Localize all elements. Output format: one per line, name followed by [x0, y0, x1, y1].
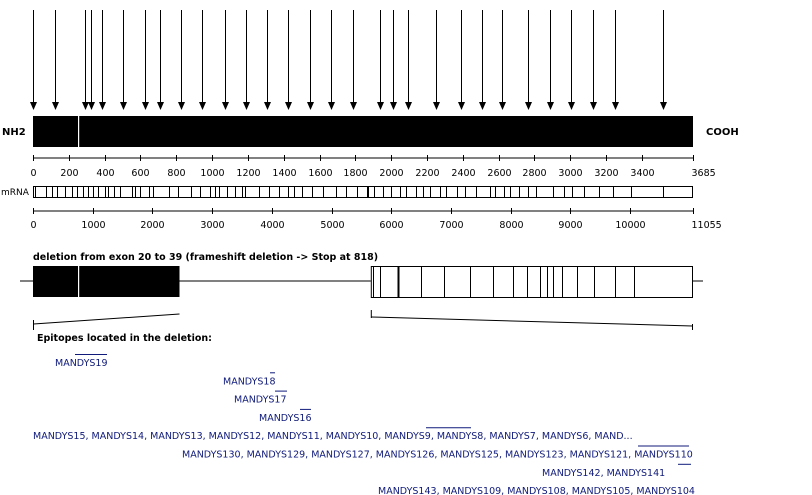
arrow-head: [405, 102, 412, 110]
arrow-head: [120, 102, 127, 110]
arrow-head: [88, 102, 95, 110]
nh2-label: NH2: [2, 127, 26, 138]
zoom-right-line: [371, 317, 692, 326]
arrow-head: [660, 102, 667, 110]
mrna-axis-label: 6000: [379, 220, 404, 231]
protein-domain-mark: [78, 116, 79, 147]
deletion-resumed-part[interactable]: [371, 267, 692, 298]
protein-axis: [30, 155, 715, 179]
mrna-axis-label: 5000: [320, 220, 345, 231]
epitope-label[interactable]: MANDYS143, MANDYS109, MANDYS108, MANDYS105, MANDYS104: [378, 486, 695, 495]
arrow-head: [243, 102, 250, 110]
protein-axis-label: 1400: [272, 168, 297, 179]
arrow-head: [99, 102, 106, 110]
arrow-head: [328, 102, 335, 110]
zoom-left-line: [34, 314, 180, 324]
arrow-head: [82, 102, 89, 110]
arrow-head: [547, 102, 554, 110]
epitope-label[interactable]: MANDYS130, MANDYS129, MANDYS127, MANDYS126, MANDYS125, MANDYS123, MANDYS121, MANDYS110: [182, 449, 693, 461]
arrow-head: [458, 102, 465, 110]
arrow-head: [377, 102, 384, 110]
epitope-list: [33, 355, 695, 495]
arrow-head: [142, 102, 149, 110]
mrna-axis-label: 3000: [200, 220, 225, 231]
epitope-label[interactable]: MANDYS142, MANDYS141: [542, 467, 666, 479]
arrow-head: [612, 102, 619, 110]
arrow-head: [264, 102, 271, 110]
protein-axis-label: 3685: [691, 168, 716, 179]
arrow-head: [525, 102, 532, 110]
protein-axis-label: 1200: [236, 168, 261, 179]
arrow-head: [350, 102, 357, 110]
arrow-head: [178, 102, 185, 110]
protein-marks: [78, 116, 79, 147]
cooh-label: COOH: [706, 127, 739, 138]
arrow-head: [199, 102, 206, 110]
protein-axis-label: 2400: [451, 168, 476, 179]
mrna-axis-label: 1000: [81, 220, 106, 231]
protein-axis-label: 2200: [415, 168, 440, 179]
protein-axis-label: 0: [30, 168, 37, 179]
protein-axis-label: 200: [60, 168, 79, 179]
protein-axis-label: 1800: [343, 168, 368, 179]
deletion-marks: [78, 266, 79, 297]
arrow-head: [307, 102, 314, 110]
protein-axis-label: 800: [167, 168, 186, 179]
epitope-label[interactable]: MANDYS19: [55, 358, 108, 369]
mrna-axis-label: 4000: [260, 220, 285, 231]
arrow-head: [433, 102, 440, 110]
mrna-axis-label: 9000: [558, 220, 583, 231]
arrow-head: [390, 102, 397, 110]
arrow-head: [285, 102, 292, 110]
protein-axis-label: 1600: [308, 168, 333, 179]
mrna-axis-label: 7000: [439, 220, 464, 231]
deletion-zoom-lines: [34, 310, 693, 330]
epitope-label[interactable]: MANDYS17: [234, 394, 287, 406]
protein-axis-label: 3200: [594, 168, 619, 179]
deletion-domain-mark: [78, 266, 79, 297]
protein-axis-label: 2800: [522, 168, 547, 179]
epitope-label[interactable]: MANDYS15, MANDYS14, MANDYS13, MANDYS12, MANDYS11, MANDYS10, MANDYS9, MANDYS8, MANDYS7, MANDYS6, MAND...: [33, 431, 633, 443]
mrna-label: mRNA: [1, 188, 29, 198]
protein-axis-label: 3400: [630, 168, 655, 179]
arrow-head: [479, 102, 486, 110]
protein-axis-label: 400: [96, 168, 115, 179]
mrna-axis-label: 8000: [499, 220, 524, 231]
deletion-title: deletion from exon 20 to 39 (frameshift deletion -> Stop at 818): [33, 252, 379, 263]
deletion-retained-part[interactable]: [33, 266, 180, 297]
arrow-head: [222, 102, 229, 110]
epitopes-heading: Epitopes located in the deletion:: [37, 333, 212, 344]
arrow-head: [157, 102, 164, 110]
epitope-label[interactable]: MANDYS18: [223, 376, 276, 388]
arrow-head: [568, 102, 575, 110]
protein-axis-label: 3000: [558, 168, 583, 179]
mrna-axis-label: 0: [30, 220, 37, 231]
mrna-axis-label: 10000: [615, 220, 646, 231]
mrna-axis-label: 2000: [140, 220, 165, 231]
protein-axis-label: 2000: [379, 168, 404, 179]
arrow-head: [590, 102, 597, 110]
arrow-head: [52, 102, 59, 110]
arrow-head: [499, 102, 506, 110]
protein-arrows: [30, 10, 667, 110]
mrna-axis-label: 11055: [691, 220, 722, 231]
protein-axis-label: 2600: [487, 168, 512, 179]
epitope-label[interactable]: MANDYS16: [259, 412, 312, 424]
arrow-head: [30, 102, 37, 110]
protein-bar[interactable]: [33, 116, 693, 147]
protein-axis-label: 1000: [200, 168, 225, 179]
protein-axis-label: 600: [131, 168, 150, 179]
